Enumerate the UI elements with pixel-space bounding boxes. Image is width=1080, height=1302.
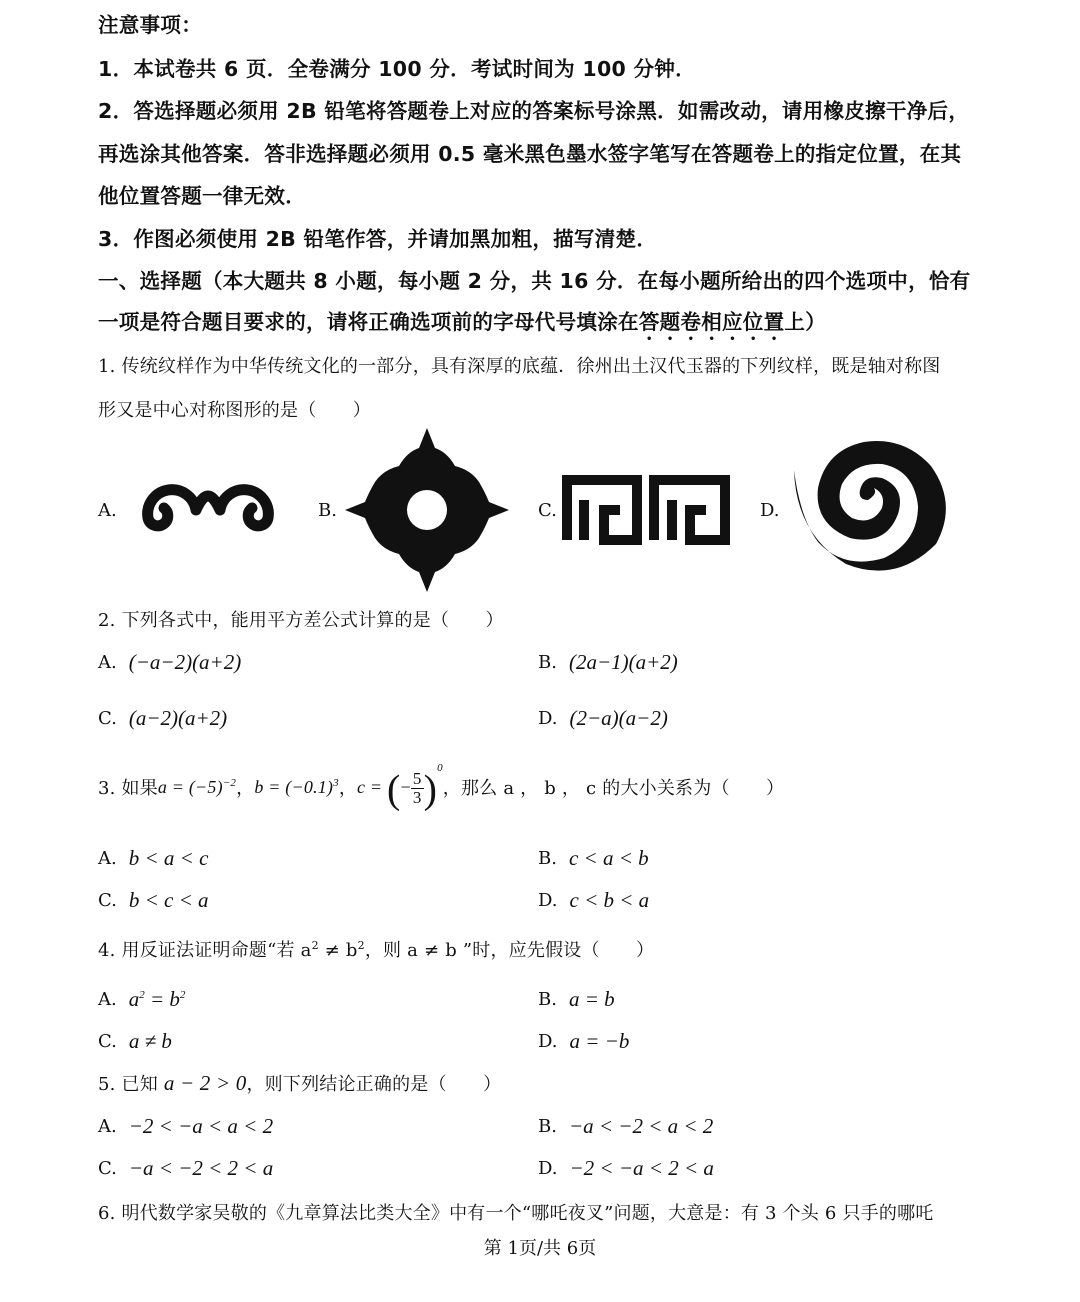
q3-separator-2: ， [338,778,358,800]
notice-item-3: 3．作图必须使用 2B 铅笔作答，并请加黑加粗，描写清楚． [98,227,658,251]
q4-stem-part-3: ，则 a ≠ b ”时，应先假设（ ） [364,940,655,961]
q6-stem-line-1: 6. 明代数学家吴敬的《九章算法比类大全》中有一个“哪吒夜叉”问题，大意是：有 3 个头 6 只手的哪吒 [98,1203,934,1224]
fraction [411,770,424,808]
option-expression: (−a−2)(a+2) [128,650,242,674]
q3-a-exponent: −2 [222,776,237,789]
q4-option-a[interactable] [98,987,185,1012]
option-expression: b < c < a [128,888,209,912]
option-expression: b < a < c [128,846,209,870]
q5-option-c[interactable] [98,1156,273,1181]
q2-option-b[interactable] [538,650,678,675]
emphasized-text: 答题卷相应位置 [638,310,785,334]
q3-prefix: 3. 如果 [98,778,158,800]
option-expression: a ≠ b [128,1029,172,1053]
q4-a-rhs: = b [144,987,180,1011]
left-paren: ( [386,766,401,812]
meander-fret-icon [562,474,730,546]
q1-option-d-label: D. [760,500,780,521]
q5-stem-part-1: 5. 已知 [98,1074,158,1095]
section-heading-line-2 [98,305,826,345]
q3-a-base: a = (−5) [157,776,223,797]
page-footer: 第 1页/共 6页 [483,1238,597,1259]
notice-item-1: 1．本试卷共 6 页．全卷满分 100 分．考试时间为 100 分钟． [98,57,696,81]
notice-item-2-line-2: 再选涂其他答案．答非选择题必须用 0.5 毫米黑色墨水签字笔写在答题卷上的指定位置，在其 [98,142,962,166]
option-expression: (2a−1)(a+2) [568,650,678,674]
q5-stem-part-2: ，则下列结论正确的是（ ） [246,1074,502,1095]
q3-option-b[interactable] [538,846,649,871]
q4-stem-part-1: 4. 用反证法证明命题“若 a [98,940,312,961]
option-label: B. [538,848,557,869]
q1-stem-line-2: 形又是中心对称图形的是（ ） [98,400,371,421]
option-label: C. [98,1031,117,1052]
section-heading-line-1: 一、选择题（本大题共 8 小题，每小题 2 分，共 16 分．在每小题所给出的四个选项中，恰有 [98,269,971,293]
option-expression: −a < −2 < a < 2 [568,1114,714,1138]
four-point-disc-icon [344,428,510,592]
q1-stem-line-1: 1. 传统纹样作为中华传统文化的一部分，具有深厚的底蕴．徐州出土汉代玉器的下列纹样，既是轴对称图 [98,356,941,377]
option-expression: (a−2)(a+2) [128,706,228,730]
notice-item-2-line-1: 2．答选择题必须用 2B 铅笔将答题卷上对应的答案标号涂黑．如需改动，请用橡皮擦干净后， [98,99,970,123]
q4-a-base: a [128,987,140,1011]
q4-option-d[interactable] [538,1029,629,1054]
q5-option-b[interactable] [538,1114,713,1139]
option-label: B. [538,1116,557,1137]
q5-condition: a − 2 > 0 [163,1071,247,1095]
q4-stem [98,936,654,962]
right-paren: ) [423,766,438,812]
option-expression: a = b [568,987,615,1011]
option-label: B. [538,989,557,1010]
q1-option-c-label: C. [538,500,557,521]
q3-option-d[interactable] [538,888,649,913]
fraction-numerator: 5 [412,768,422,788]
q3-separator-1: ， [236,778,255,800]
q5-option-a[interactable] [98,1114,273,1139]
q2-option-d[interactable] [538,706,668,731]
q4-stem-part-2: ≠ b [318,940,358,961]
option-label: D. [538,708,558,729]
double-scroll-cloud-icon [124,468,292,558]
q5-stem [98,1070,501,1096]
q3-b-expression [254,777,338,798]
q3-c-lhs: c = [357,777,383,797]
section-heading-end: 上） [784,310,827,334]
notice-title: 注意事项： [98,13,202,37]
q4-a-exponent-2: 2 [179,989,186,1001]
q3-c-expression [357,762,443,812]
q3-c-sign: − [400,777,411,797]
q5-option-d[interactable] [538,1156,714,1181]
section-heading-text: 一项是符合题目要求的，请将正确选项前的字母代号填涂在 [98,310,639,334]
q4-a-exponent-1: 2 [139,989,145,1001]
q1-option-b-label: B. [318,500,337,521]
option-expression [129,987,186,1012]
option-label: C. [98,1158,117,1179]
q2-option-a[interactable] [98,650,241,675]
option-label: A. [98,652,117,673]
q4-exponent-1: 2 [311,939,319,952]
option-label: A. [98,989,117,1010]
option-expression: c < b < a [569,888,650,912]
option-label: C. [98,708,117,729]
option-label: D. [538,890,558,911]
option-label: A. [98,848,117,869]
q2-option-c[interactable] [98,706,227,731]
q3-stem [98,762,784,812]
option-expression: (2−a)(a−2) [569,706,668,730]
option-label: D. [538,1031,558,1052]
option-expression: a = −b [569,1029,630,1053]
q4-exponent-2: 2 [357,939,365,952]
option-label: A. [98,1116,117,1137]
q3-suffix: ，那么 a ， b ， c 的大小关系为（ ） [442,778,785,800]
q1-option-a-label: A. [98,500,117,521]
q4-option-b[interactable] [538,987,615,1012]
option-label: D. [538,1158,558,1179]
q3-a-expression [158,777,236,798]
q3-option-c[interactable] [98,888,209,913]
option-expression: −2 < −a < 2 < a [569,1156,714,1180]
q4-option-c[interactable] [98,1029,172,1054]
fraction-denominator: 3 [412,788,422,808]
q3-option-a[interactable] [98,846,208,871]
option-expression: −a < −2 < 2 < a [128,1156,274,1180]
spiral-icon [786,434,954,584]
q2-stem: 2. 下列各式中，能用平方差公式计算的是（ ） [98,610,504,631]
q3-b-exponent: 3 [333,776,339,789]
option-label: B. [538,652,557,673]
q3-c-exponent: 0 [437,762,443,774]
option-label: C. [98,890,117,911]
q3-b-base: b = (−0.1) [254,776,334,797]
option-expression: c < a < b [568,846,649,870]
notice-item-2-line-3: 他位置答题一律无效． [98,184,306,208]
option-expression: −2 < −a < a < 2 [128,1114,274,1138]
